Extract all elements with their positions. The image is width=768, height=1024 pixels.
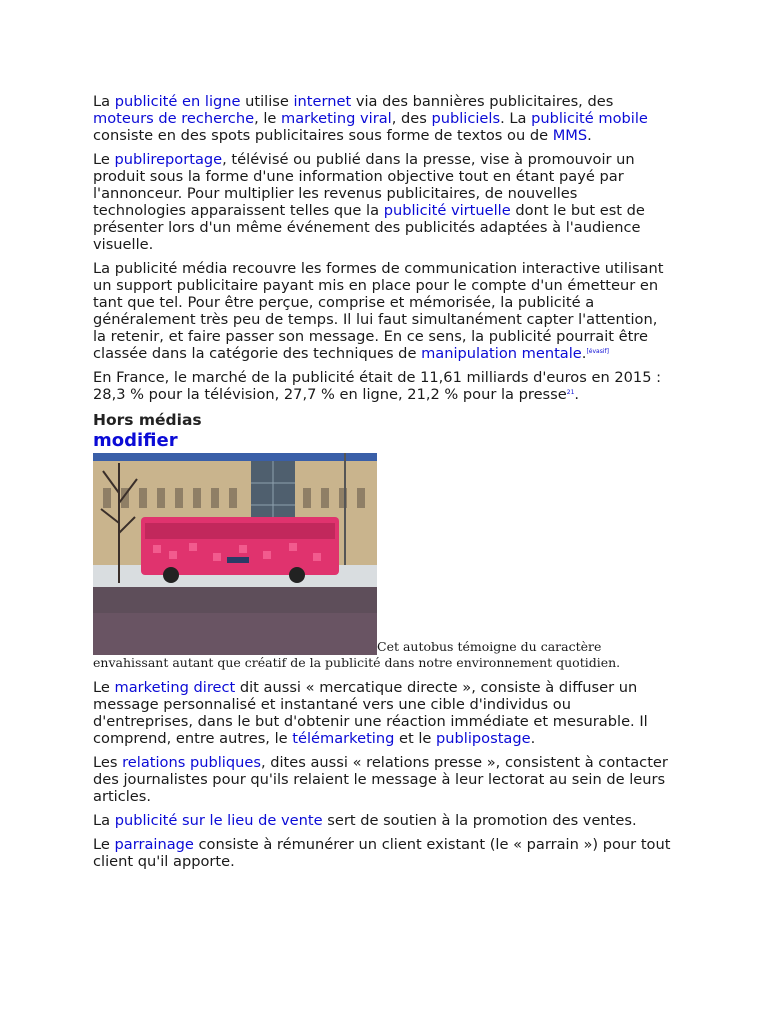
text: dit aussi « mercatique directe », consiste à diffuser un message personnalisé et instantané vers une cible d'individus ou d'entreprises, dans le but d'obtenir une réaction immédiate et mesurable. Il comprend, entre autres, le bbox=[93, 679, 648, 747]
link-publicite-en-ligne[interactable]: publicité en ligne bbox=[114, 93, 241, 110]
paragraph-marche-france bbox=[93, 369, 673, 403]
text: La publicité média recouvre les formes de communication interactive utilisant un support publicitaire payant mis en place pour le compte d'un émetteur en tant que tel. Pour être perçue, comprise et mémorisée, la publicité a généralement très peu de temps. Il lui faut simultanément capter l'attention, la retenir, et faire passer son message. En ce sens, la publicité pourrait être classée dans la catégorie des techniques de bbox=[93, 260, 664, 362]
link-manipulation-mentale[interactable]: manipulation mentale bbox=[421, 345, 582, 362]
road-reflection bbox=[93, 613, 377, 655]
reference-21[interactable]: 21 bbox=[566, 389, 575, 396]
link-marketing-direct[interactable]: marketing direct bbox=[114, 679, 236, 696]
text: et le bbox=[394, 730, 437, 747]
article-body bbox=[93, 93, 673, 877]
bus-wheel-rear bbox=[289, 567, 305, 583]
text: dont le but est de présenter lors d'un même événement des publicités adaptées à l'audience visuelle. bbox=[93, 202, 645, 253]
bus-plate bbox=[227, 557, 249, 563]
text: Le bbox=[93, 151, 115, 168]
section-heading: Hors médias bbox=[93, 411, 202, 429]
paragraph-plv bbox=[93, 812, 673, 829]
bus-windows bbox=[145, 523, 335, 539]
text: Le bbox=[93, 679, 115, 696]
link-publicite-virtuelle[interactable]: publicité virtuelle bbox=[383, 202, 511, 219]
link-publipostage[interactable]: publipostage bbox=[436, 730, 531, 747]
figure-caption: Cet autobus témoigne du caractère envahissant autant que créatif de la publicité dans notre environnement quotidien. bbox=[93, 639, 621, 670]
text: utilise bbox=[240, 93, 294, 110]
link-internet[interactable]: internet bbox=[293, 93, 352, 110]
text: sert de soutien à la promotion des ventes. bbox=[322, 812, 637, 829]
text: La bbox=[93, 93, 115, 110]
link-moteurs-de-recherche[interactable]: moteurs de recherche bbox=[93, 110, 255, 127]
text: En France, le marché de la publicité était de 11,61 milliards d'euros en 2015 : 28,3 % pour la télévision, 27,7 % en ligne, 21,2 % pour la presse bbox=[93, 369, 662, 403]
note-evasif[interactable]: [évasif] bbox=[586, 348, 609, 355]
paragraph-parrainage bbox=[93, 836, 673, 870]
link-publicite-mobile[interactable]: publicité mobile bbox=[531, 110, 648, 127]
link-telemarketing[interactable]: télémarketing bbox=[292, 730, 395, 747]
text: , télévisé ou publié dans la presse, vise à promouvoir un produit sous la forme d'une information objective tout en étant payé par l'annonceur. Pour multiplier les revenus publicitaires, de nouvelles technologies apparaissent telles que la bbox=[93, 151, 635, 219]
paragraph-publicite-media bbox=[93, 260, 673, 362]
link-publicite-lieu-de-vente[interactable]: publicité sur le lieu de vente bbox=[114, 812, 323, 829]
text: . La bbox=[500, 110, 532, 127]
text: . bbox=[530, 730, 536, 747]
link-publiciels[interactable]: publiciels bbox=[431, 110, 501, 127]
bus-wheel-front bbox=[163, 567, 179, 583]
paragraph-online-advertising bbox=[93, 93, 673, 144]
text: , des bbox=[391, 110, 432, 127]
text: . bbox=[587, 127, 592, 144]
paragraph-marketing-direct bbox=[93, 679, 673, 747]
text: , dites aussi « relations presse », consistent à contacter des journalistes pour qu'ils relaient le message à leur lectorat au sein de leurs articles. bbox=[93, 754, 668, 805]
text: Le bbox=[93, 836, 115, 853]
link-publireportage[interactable]: publireportage bbox=[114, 151, 223, 168]
edit-section-link[interactable]: modifier bbox=[93, 430, 178, 451]
text: . bbox=[581, 345, 587, 362]
link-parrainage[interactable]: parrainage bbox=[114, 836, 194, 853]
text: consiste à rémunérer un client existant (le « parrain ») pour tout client qu'il apporte. bbox=[93, 836, 671, 870]
text: La bbox=[93, 812, 115, 829]
link-mms[interactable]: MMS bbox=[552, 127, 588, 144]
link-marketing-viral[interactable]: marketing viral bbox=[281, 110, 392, 127]
text: , le bbox=[254, 110, 282, 127]
text: Les bbox=[93, 754, 123, 771]
paragraph-relations-publiques bbox=[93, 754, 673, 805]
text: consiste en des spots publicitaires sous forme de textos ou de bbox=[93, 127, 553, 144]
figure bbox=[93, 453, 673, 671]
building-windows bbox=[103, 488, 365, 508]
text: . bbox=[574, 386, 580, 403]
text: via des bannières publicitaires, des bbox=[351, 93, 614, 110]
paragraph-publireportage bbox=[93, 151, 673, 253]
bus-photo bbox=[93, 453, 377, 655]
link-relations-publiques[interactable]: relations publiques bbox=[122, 754, 261, 771]
